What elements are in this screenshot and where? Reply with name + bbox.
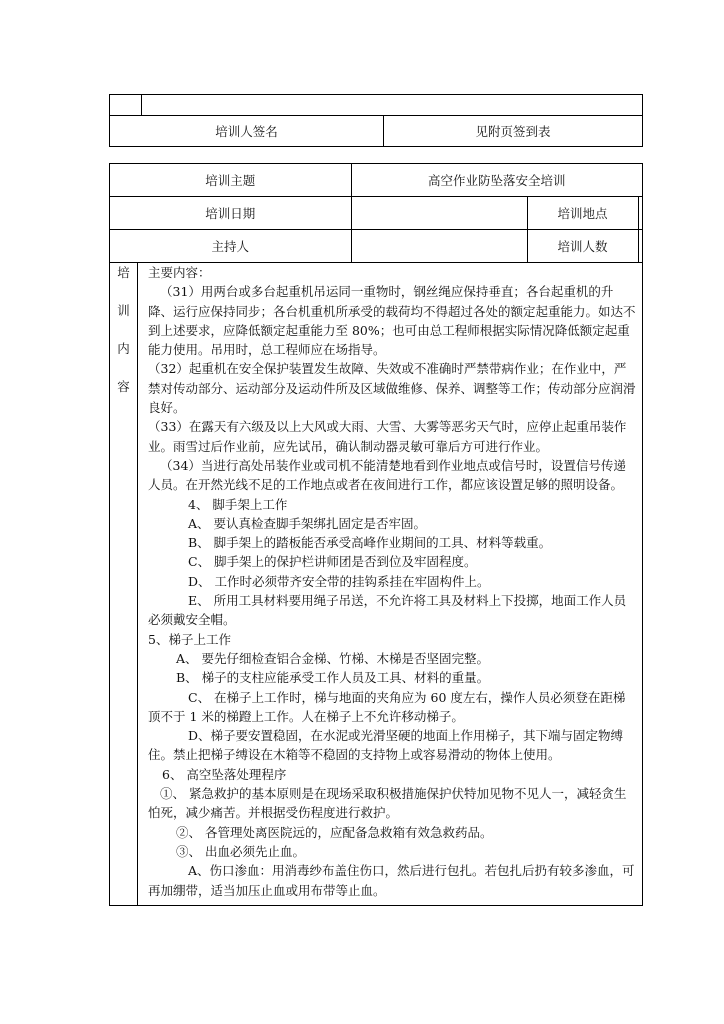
count-label: 培训人数: [527, 230, 638, 263]
section-5-item-c: C、 在梯子上工作时，梯与地面的夹角应为 60 度左右，操作人员必须登在距梯顶不于 1 米的梯蹬上工作。人在梯子上不允许移动梯子。: [148, 689, 626, 724]
section-6-item-1: ①、 紧急救护的基本原则是在现场采取积极措施保护伏特加见物不见人一，减轻贪生怕死，减少痛苦。并根据受伤程度进行救护。: [148, 786, 627, 821]
content-side-label: 培 训 内 容: [110, 263, 138, 906]
host-value: [351, 230, 527, 263]
host-label: 主持人: [110, 230, 352, 263]
section-5-item-a: A、 要先仔细检查铝合金梯、竹梯、木梯是否坚固完整。: [176, 650, 490, 666]
section-5-title: 5、梯子上工作: [148, 631, 231, 647]
signature-label: 培训人签名: [110, 116, 384, 147]
section-4-item-e: E、 所用工具材料要用绳子吊送，不允许将工具及材料上下投掷，地面工作人员必须戴安全帽。: [148, 593, 627, 628]
location-value: [638, 197, 642, 230]
paragraph-32: （32）起重机在安全保护装置发生故障、失效或不准确时严禁带病作业；在作业中，严禁对传动部分、运动部分及运动件所及区域做维修、保养、调整等工作；传动部分应润滑良好。: [148, 361, 636, 416]
section-4-item-a: A、 要认真检查脚手架绑扎固定是否牢固。: [188, 515, 427, 531]
section-6-title: 6、 高空坠落处理程序: [162, 766, 287, 782]
section-6-item-3: ③、 出血必须先止血。: [176, 843, 305, 859]
section-4-item-d: D、 工作时必须带齐安全带的挂钩系挂在牢固构件上。: [188, 573, 490, 589]
paragraph-34: （34）当进行高处吊装作业或司机不能清楚地看到作业地点或信号时，设置信号传递人员。在开然光线不足的工作地点或者在夜间进行工作，都应该设置足够的照明设备。: [148, 457, 626, 493]
training-content: [138, 263, 643, 906]
topic-label: 培训主题: [110, 164, 352, 197]
section-5-item-d: D、梯子要安置稳固，在水泥或光滑坚硬的地面上作用梯子，其下端与固定物缚住。禁止把梯子缚设在木箱等不稳固的支持物上或容易滑动的物体上使用。: [148, 728, 624, 763]
paragraph-33: （33）在露天有六级及以上大风或大雨、大雪、大雾等恶劣天气时，应停止起重吊装作业。雨雪过后作业前，应先试吊，确认制动器灵敏可靠后方可进行作业。: [148, 419, 627, 454]
signature-value: 见附页签到表: [383, 116, 642, 147]
section-6-item-a: A、伤口渗血：用消毒纱布盖住伤口，然后进行包扎。若包扎后扔有较多渗血，可再加绷带，适当加压止血或用布带等止血。: [148, 863, 635, 898]
section-6-item-2: ②、 各管理处离医院远的，应配备急救箱有效急救药品。: [176, 824, 493, 840]
section-4-item-c: C、 脚手架上的保护栏讲师团是否到位及牢固程度。: [188, 554, 477, 570]
topic-value: 高空作业防坠落安全培训: [351, 164, 642, 197]
section-5-item-b: B、 梯子的支柱应能承受工作人员及工具、材料的重量。: [176, 670, 490, 686]
section-4-title: 4、 脚手架上工作: [188, 496, 288, 512]
training-record-table: [109, 163, 643, 906]
content-heading: 主要内容：: [148, 265, 211, 280]
empty-cell: [142, 95, 643, 116]
count-value: [638, 230, 642, 263]
section-4-item-b: B、 脚手架上的踏板能否承受高峰作业期间的工具、材料等载重。: [188, 535, 552, 551]
signature-table: [109, 94, 643, 147]
date-label: 培训日期: [110, 197, 352, 230]
location-label: 培训地点: [527, 197, 638, 230]
empty-cell: [110, 95, 142, 116]
paragraph-31: （31）用两台或多台起重机吊运同一重物时，钢丝绳应保持垂直；各台起重机的升降、运行应保持同步；各台机重机所承受的载荷均不得超过各处的额定起重能力。如达不到上述要求，应降低额定起重能力至 80%；也可由总工程师根据实际情况降低额定起重能力使用。吊用时，总工程师应在场指导。: [148, 284, 636, 358]
date-value: [351, 197, 527, 230]
